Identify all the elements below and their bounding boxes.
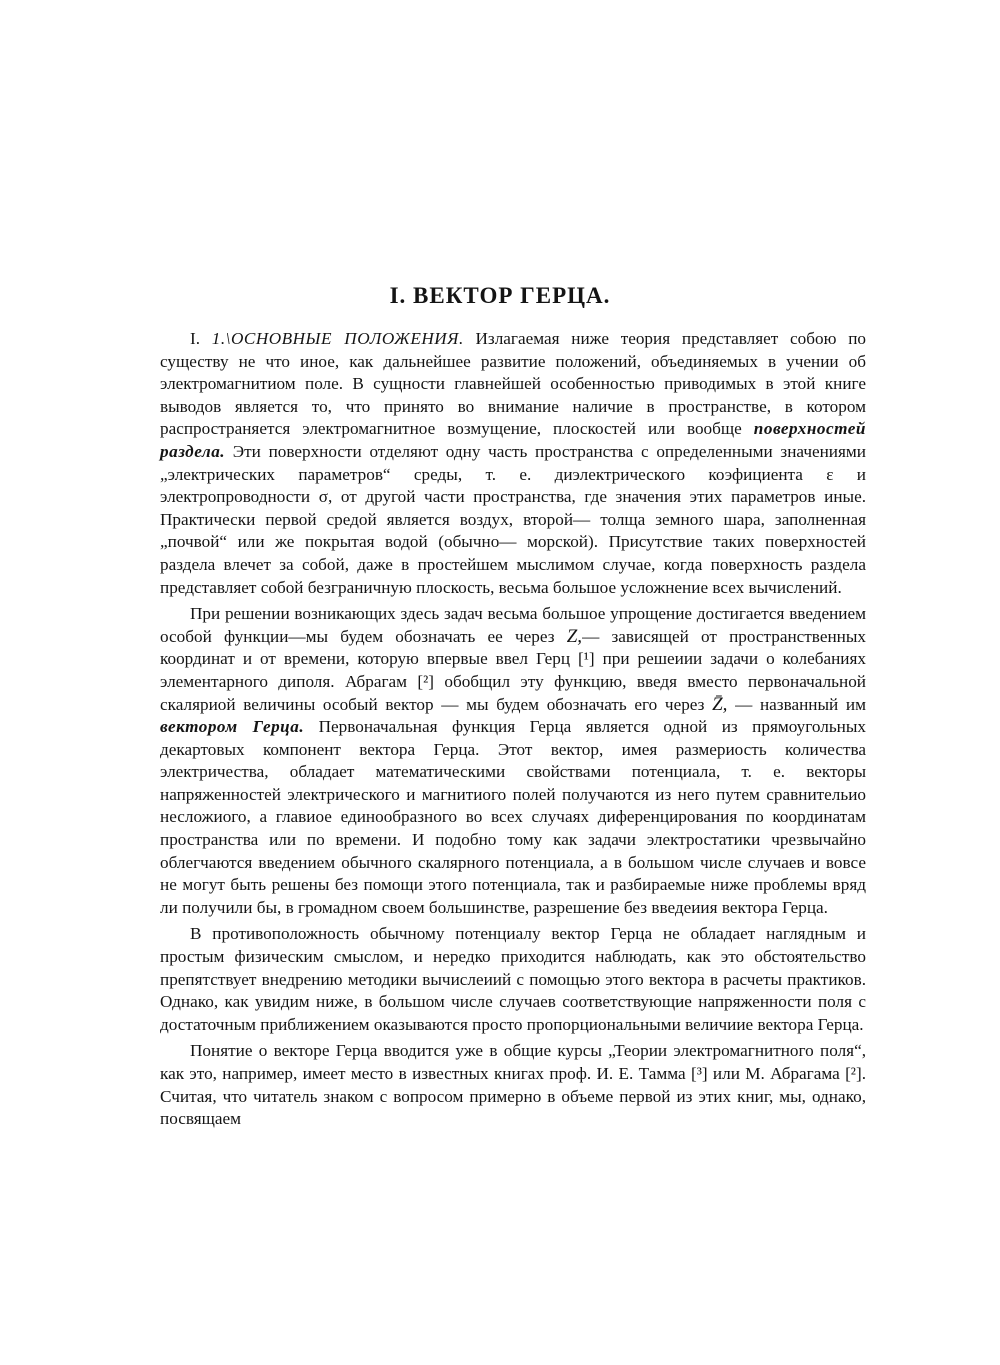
paragraph-2-text-c: — названный им bbox=[727, 694, 866, 714]
emphasis-boundary-surfaces: поверхностей раздела. bbox=[160, 419, 866, 461]
paragraph-2-text-b: — зависящей от пространственных координат и от времени, которую впервые ввел Герц [¹] при решеиии задачи о колебаниях элементарного диполя. Абрагам [²] обобщил эту функцию, введя вместо первоначальной скаляриой величины особый вектор — мы будем обозначать его через bbox=[160, 626, 866, 714]
main-text bbox=[160, 328, 866, 1135]
section-number: I. bbox=[190, 329, 212, 348]
chapter-title: I. ВЕКТОР ГЕРЦА. bbox=[389, 283, 611, 308]
paragraph-1-text-a: Излагаемая ниже теория представляет собою по существу не что иное, как дальнейшее развитие положений, объединяемых в учении об электромагнитиом поле. В сущности главнейшей особенностью приводимых в этой книге выводов является то, что принято во внимание наличие в пространстве, в котором распространяется электромагнитное возмущение, плоскостей или вообще bbox=[160, 329, 866, 439]
paragraph-1-text-b: Эти поверхности отделяют одну часть пространства с определенными значениями „электрических параметров“ среды, т. е. диэлектрического коэфициента ε и электропроводности σ, от другой части пространства, где значения этих параметров иные. Практически первой средой является воздух, второй— толща земного шара, заполненная „почвой“ или же покрытая водой (обычно— морской). Присутствие таких поверхностей раздела влечет за собой, даже в простейшем мыслимом случае, когда поверхность раздела представляет собой безграничную плоскость, весьма большое усложнение всех вычислений. bbox=[160, 441, 866, 597]
paragraph-1 bbox=[160, 328, 866, 599]
paragraph-2-text-d: Первоначальная функция Герца является одной из прямоугольных декартовых компонент вектора Герца. Этот вектор, имея размериость количества электричества, обладает математическими свойствами потенциала, т. е. векторы напряженностей электрического и магнитиого полей получаются из него путем сравнительио несложиого, а главиое единообразного во всех случаях диференцирования по координатам пространства или по времени. И подобно тому как задачи электростатики чрезвычайно облегчаются введением обычного скалярного потенциала, а в большом числе случаев и вовсе не могут быть решены без помощи этого потенциала, так и разбираемые ниже проблемы вряд ли получили бы, в громадном своем большинстве, разрешение без введеиия вектора Герца. bbox=[160, 717, 867, 917]
paragraph-4: Понятие о векторе Герца вводится уже в общие курсы „Теории электромагнитного поля“, как это, например, имеет место в известных книгах проф. И. Е. Тамма [³] или М. Абрагама [²]. Считая, что читатель знаком с вопросом примерно в объеме первой из этих книг, мы, однако, посвящаем bbox=[160, 1041, 866, 1129]
symbol-z: Z, bbox=[566, 625, 583, 647]
paragraph-2 bbox=[160, 603, 866, 919]
emphasis-hertz-vector: вектором Герца. bbox=[160, 717, 305, 737]
paragraph-3: В противоположность обычному потенциалу вектор Герца не обладает наглядным и простым физическим смыслом, и нередко приходится наблюдать, как это обстоятельство препятствует внедрению методики вычислеиий с помощью этого вектора в расчеты практиков. Однако, как увидим ниже, в большом числе случаев соответствующие напряженности поля с достаточным приближением оказываются просто пропорциональными величиие вектора Герца. bbox=[160, 924, 866, 1034]
paragraph-2-text-a: При решении возникающих здесь задач весьма большое упрощение достигается введением особой функции—мы будем обозначать ее через bbox=[160, 604, 866, 646]
symbol-z-vector: Z̄, bbox=[712, 693, 728, 715]
section-heading: 1.\ОСНОВНЫЕ ПОЛОЖЕНИЯ. bbox=[211, 329, 464, 348]
